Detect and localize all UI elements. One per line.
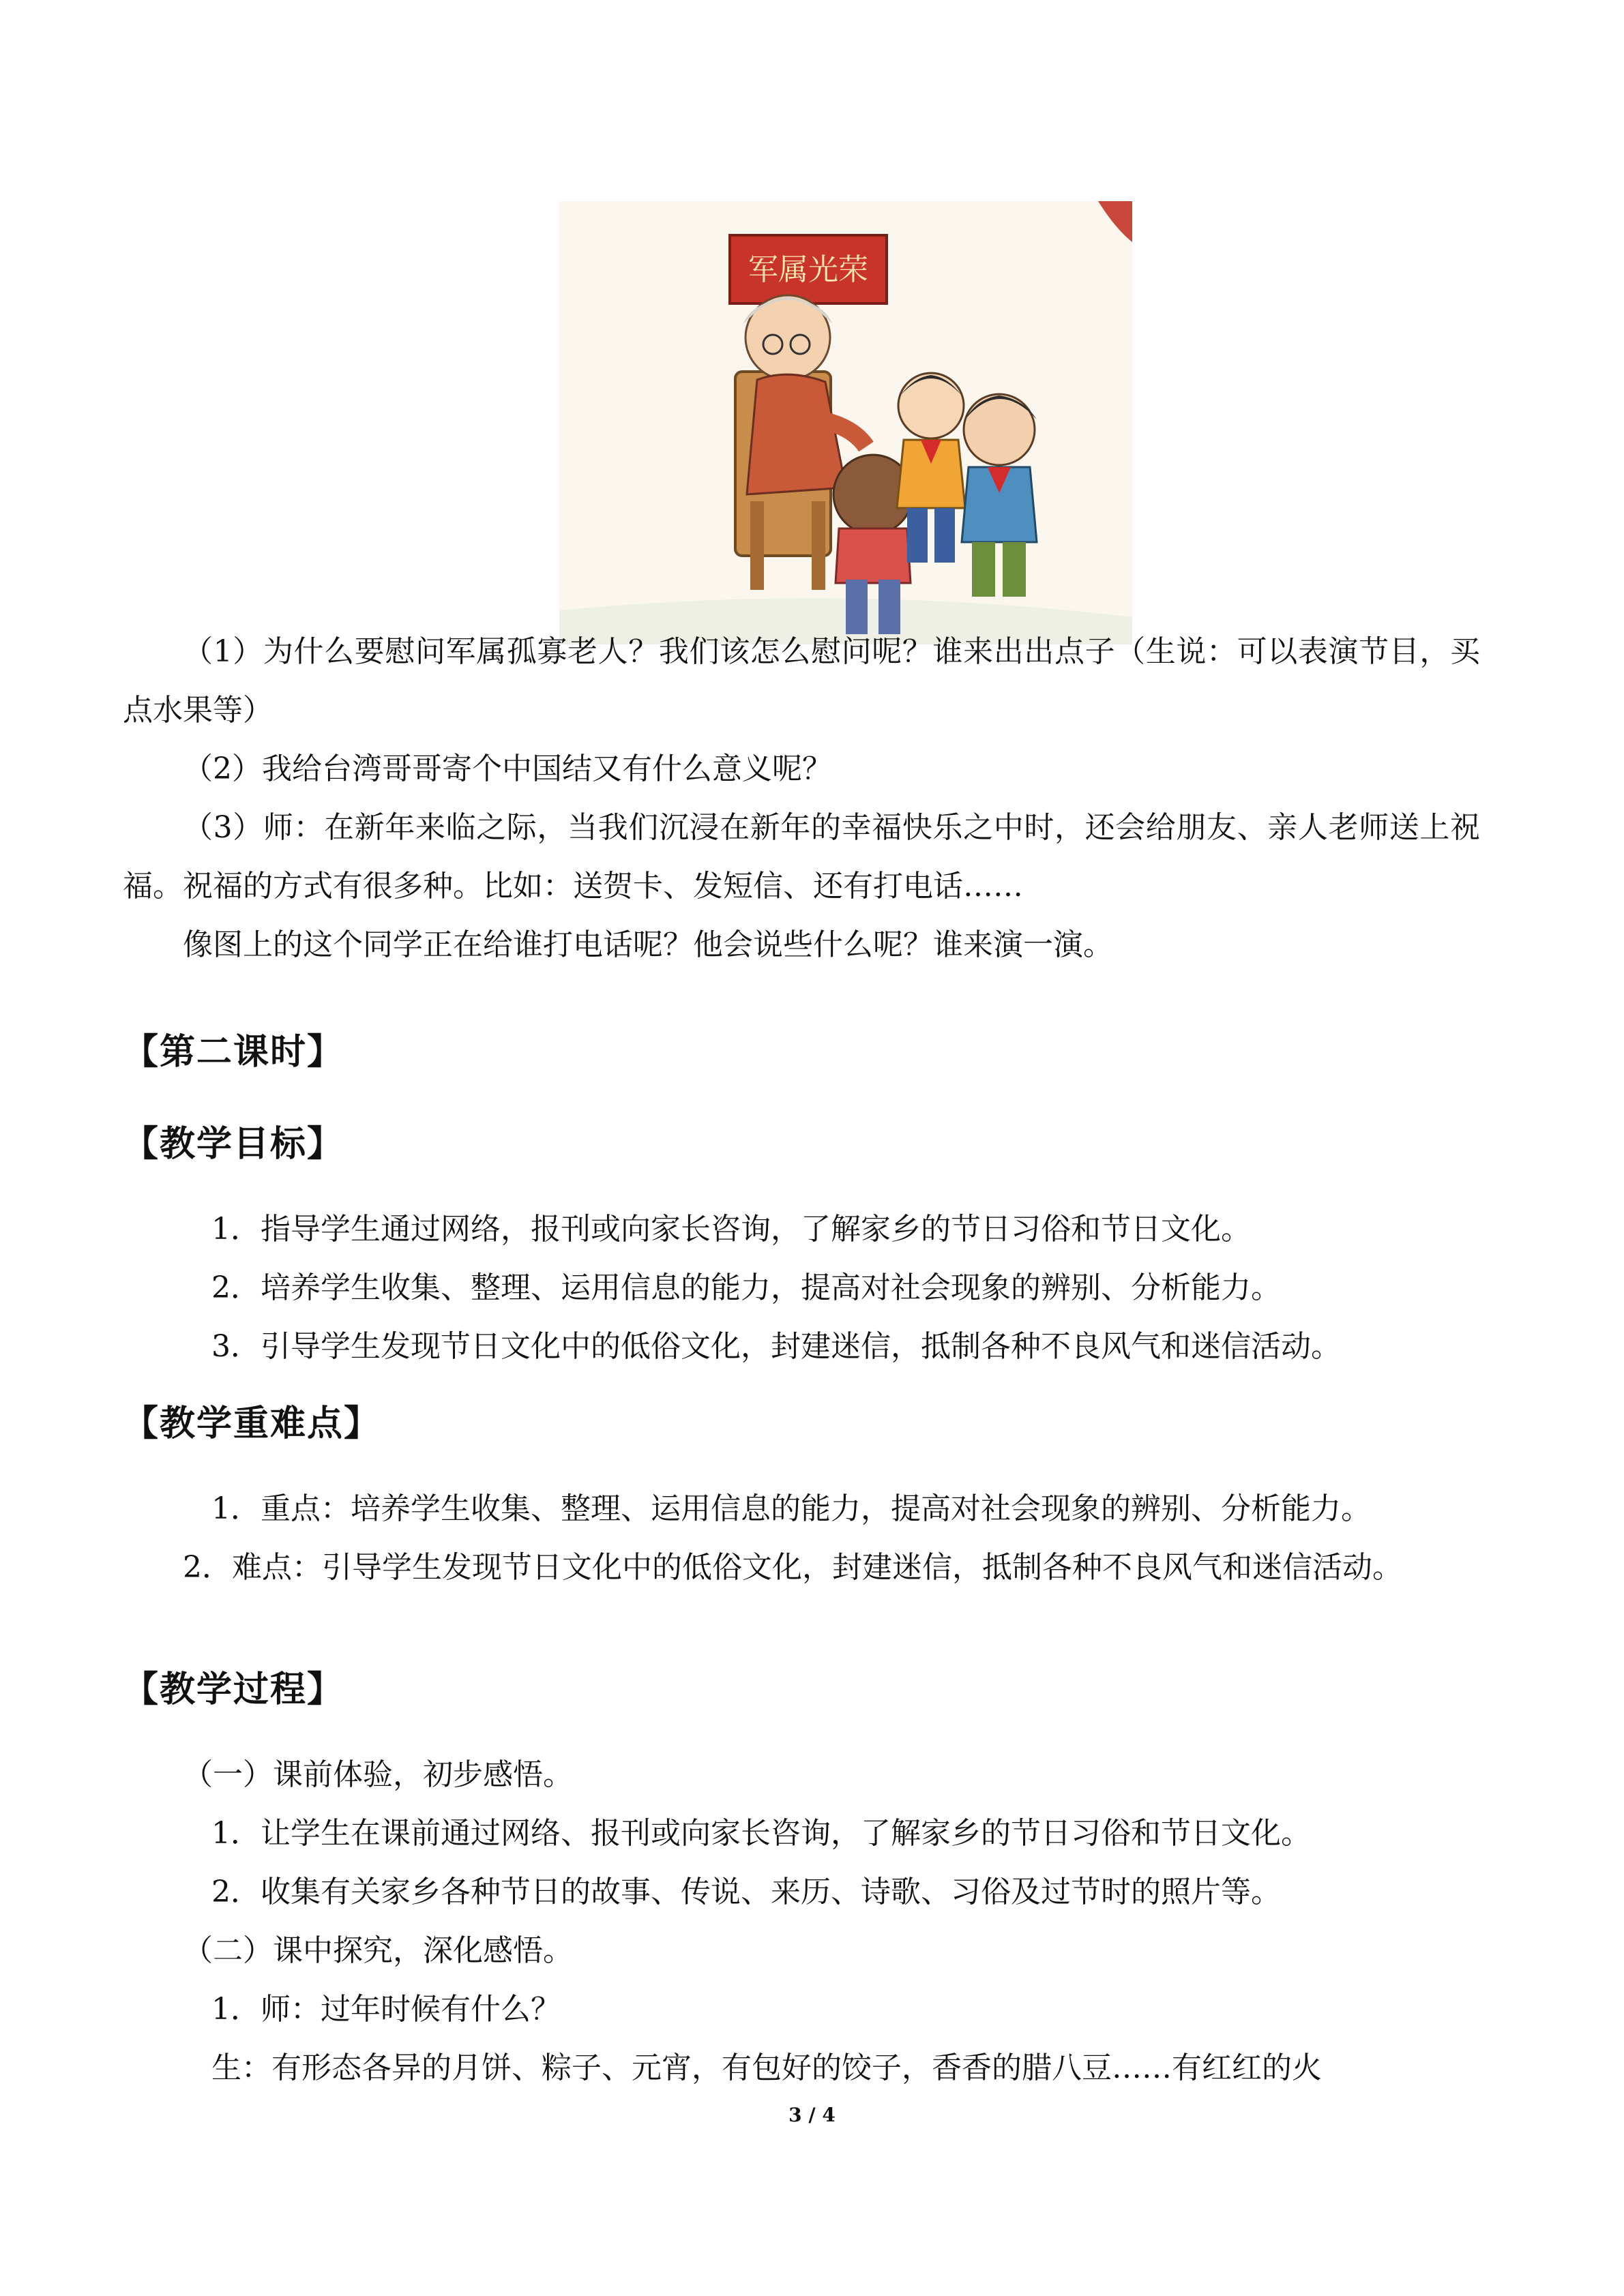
goal-item-3: 3．引导学生发现节日文化中的低俗文化，封建迷信，抵制各种不良风气和迷信活动。: [211, 1329, 1341, 1364]
goal-item-2: 2．培养学生收集、整理、运用信息的能力，提高对社会现象的辨别、分析能力。: [211, 1270, 1281, 1305]
process-part-1-item-1: 1．让学生在课前通过网络、报刊或向家长咨询，了解家乡的节日习俗和节日文化。: [211, 1816, 1311, 1851]
paragraph-question-2: （2）我给台湾哥哥寄个中国结又有什么意义呢？: [183, 751, 832, 786]
process-part-1-item-2: 2．收集有关家乡各种节日的故事、传说、来历、诗歌、习俗及过节时的照片等。: [211, 1875, 1281, 1909]
process-part-1-title: （一）课前体验，初步感悟。: [183, 1757, 573, 1792]
paragraph-question-1: （1）为什么要慰问军属孤寡老人？我们该怎么慰问呢？谁来出出点子（生说：可以表演节目，买点水果等）: [123, 634, 1480, 728]
keypoint-item-2: 2．难点：引导学生发现节日文化中的低俗文化，封建迷信，抵制各种不良风气和迷信活动。: [183, 1550, 1402, 1585]
goal-item-1: 1．指导学生通过网络，报刊或向家长咨询，了解家乡的节日习俗和节日文化。: [211, 1212, 1251, 1247]
process-part-2-question: 1．师：过年时候有什么？: [211, 1992, 561, 2027]
heading-key-points: 【教学重难点】: [123, 1403, 381, 1444]
illustration-visiting-elder: [559, 201, 1132, 644]
sign-text: 军属光荣: [748, 252, 868, 287]
paragraph-question-3: （3）师：在新年来临之际，当我们沉浸在新年的幸福快乐之中时，还会给朋友、亲人老师送上祝福。祝福的方式有很多种。比如：送贺卡、发短信、还有打电话……: [123, 810, 1480, 904]
heading-teaching-goals: 【教学目标】: [123, 1124, 344, 1165]
paragraph-question-4: 像图上的这个同学正在给谁打电话呢？他会说些什么呢？谁来演一演。: [183, 927, 1113, 962]
heading-lesson-2: 【第二课时】: [123, 1032, 344, 1073]
keypoint-item-1: 1．重点：培养学生收集、整理、运用信息的能力，提高对社会现象的辨别、分析能力。: [211, 1491, 1371, 1526]
heading-teaching-process: 【教学过程】: [123, 1669, 344, 1710]
process-part-2-answer: 生：有形态各异的月饼、粽子、元宵，有包好的饺子，香香的腊八豆……有红红的火: [211, 2051, 1322, 2085]
page-number: 3 / 4: [788, 2104, 836, 2126]
process-part-2-title: （二）课中探究，深化感悟。: [183, 1933, 573, 1968]
